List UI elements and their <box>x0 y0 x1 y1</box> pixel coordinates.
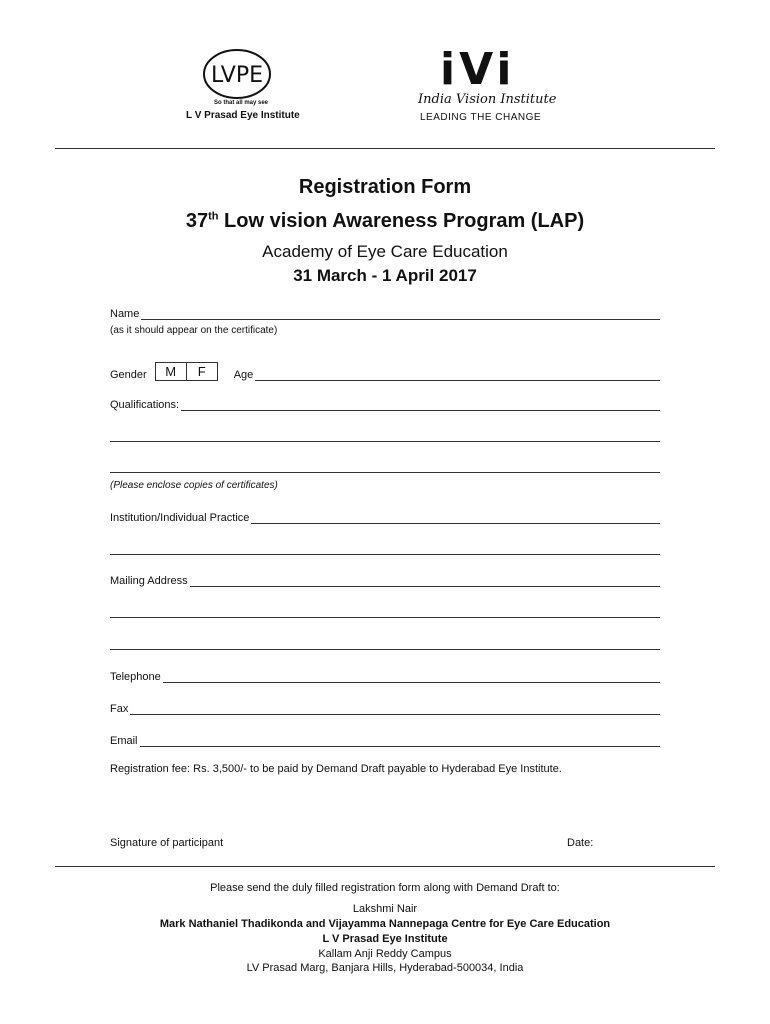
lvpe-name: L V Prasad Eye Institute <box>186 110 300 121</box>
institution-line-2[interactable] <box>110 554 660 555</box>
footer-divider <box>55 866 715 867</box>
ivi-logo <box>414 46 584 126</box>
footer-campus: Kallam Anji Reddy Campus <box>318 948 452 960</box>
age-line[interactable] <box>255 368 660 381</box>
date-label: Date: <box>567 837 594 849</box>
age-label: Age <box>233 369 254 381</box>
email-field[interactable] <box>110 734 660 747</box>
institution-line[interactable] <box>251 511 660 524</box>
email-line[interactable] <box>140 734 660 747</box>
name-line[interactable] <box>141 307 660 320</box>
program-dates: 31 March - 1 April 2017 <box>293 266 477 285</box>
qualifications-field[interactable] <box>110 398 660 411</box>
gender-label: Gender <box>110 369 147 381</box>
footer-instruction: Please send the duly filled registration form along with Demand Draft to: <box>210 882 560 894</box>
header-divider <box>55 148 715 149</box>
fax-label: Fax <box>110 703 129 715</box>
institution-label: Institution/Individual Practice <box>110 512 250 524</box>
footer-contact: Lakshmi Nair <box>352 903 418 915</box>
gender-option-f[interactable]: F <box>186 363 217 380</box>
svg-text:LVPE: LVPE <box>210 63 264 88</box>
footer-address: LV Prasad Marg, Banjara Hills, Hyderabad-500034, India <box>246 962 524 974</box>
gender-options <box>155 362 218 381</box>
lvpe-tagline: So that all may see <box>214 100 269 106</box>
lvpe-eye-icon <box>202 48 272 100</box>
certificates-note: (Please enclose copies of certificates) <box>110 480 278 491</box>
telephone-line[interactable] <box>163 670 660 683</box>
program-title: 37th Low vision Awareness Program (LAP) <box>185 210 585 232</box>
name-label: Name <box>110 308 140 320</box>
fax-field[interactable] <box>110 702 660 715</box>
mailing-line-3[interactable] <box>110 649 660 650</box>
telephone-field[interactable] <box>110 670 660 683</box>
email-label: Email <box>110 735 138 747</box>
mailing-address-field[interactable] <box>110 574 660 587</box>
mailing-line-2[interactable] <box>110 617 660 618</box>
gender-option-m[interactable]: M <box>165 364 177 379</box>
footer-institute: L V Prasad Eye Institute <box>322 933 448 945</box>
telephone-label: Telephone <box>110 671 161 683</box>
qualifications-line-2[interactable] <box>110 441 660 442</box>
name-field[interactable] <box>110 307 660 320</box>
mailing-line[interactable] <box>190 574 660 587</box>
registration-fee: Registration fee: Rs. 3,500/- to be paid by Demand Draft payable to Hyderabad Eye Institute. <box>110 763 562 775</box>
mailing-label: Mailing Address <box>110 575 188 587</box>
form-title: Registration Form <box>298 176 472 198</box>
academy-name: Academy of Eye Care Education <box>262 242 508 261</box>
institution-field[interactable] <box>110 511 660 524</box>
qualifications-line[interactable] <box>181 398 660 411</box>
footer-centre: Mark Nathaniel Thadikonda and Vijayamma Nannepaga Centre for Eye Care Education <box>159 918 611 930</box>
signature-label: Signature of participant <box>110 837 224 849</box>
qualifications-label: Qualifications: <box>110 399 180 411</box>
fax-line[interactable] <box>130 702 660 715</box>
name-note: (as it should appear on the certificate) <box>110 325 278 336</box>
gender-age-row <box>110 362 660 381</box>
qualifications-line-3[interactable] <box>110 472 660 473</box>
ivi-name: India Vision Institute <box>418 92 557 107</box>
ivi-tagline: LEADING THE CHANGE <box>420 112 542 123</box>
lvpe-logo <box>186 48 316 128</box>
ivi-mark: iVi <box>440 44 516 95</box>
